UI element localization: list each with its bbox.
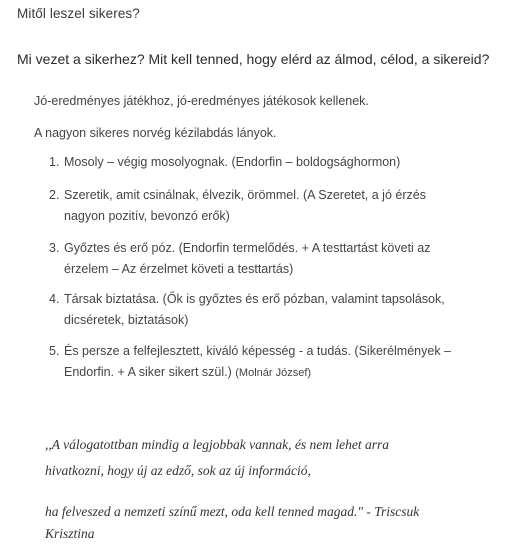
list-item-text: dicséretek, biztatások) xyxy=(64,313,189,327)
list-item-number: 4. xyxy=(49,292,60,306)
intro-paragraph-2: A nagyon sikeres norvég kézilabdás lányok. xyxy=(34,126,277,140)
quote-line: ha felveszed a nemzeti színű mezt, oda kell tenned magad." - Triscsuk xyxy=(45,504,420,519)
signature: (Molnár József) xyxy=(235,367,312,379)
list-item-text: Endorfin. + A siker sikert szül.) xyxy=(64,365,232,379)
list-item-number: 3. xyxy=(49,241,60,255)
quote-line: ,,A válogatottban mindig a legjobbak vannak, és nem lehet arra xyxy=(45,437,389,452)
quote-line: hivatkozni, hogy új az edző, sok az új információ, xyxy=(45,463,311,478)
list-item-text: nagyon pozitív, bevonzó erők) xyxy=(64,209,230,223)
list-item-text: Mosoly – végig mosolyognak. (Endorfin – boldogsághormon) xyxy=(64,155,401,169)
page-title: Mitől leszel sikeres? xyxy=(17,6,140,21)
list-item-text: És persze a felfejlesztett, kiváló képesség - a tudás. (Sikerélmények – xyxy=(64,344,451,358)
quote-author: Krisztina xyxy=(45,526,95,541)
list-item-number: 2. xyxy=(49,188,60,202)
list-item-text: Társak biztatása. (Ők is győztes és erő pózban, valamint tapsolások, xyxy=(64,292,445,306)
list-item-text: Szeretik, amit csinálnak, élvezik, örömmel. (A Szeretet, a jó érzés xyxy=(64,188,426,202)
list-item-number: 1. xyxy=(49,155,60,169)
list-item-text: Győztes és erő póz. (Endorfin termelődés. + A testtartást követi az xyxy=(64,241,431,255)
list-item-number: 5. xyxy=(49,344,60,358)
intro-paragraph-1: Jó-eredményes játékhoz, jó-eredményes játékosok kellenek. xyxy=(34,94,369,108)
intro-question: Mi vezet a sikerhez? Mit kell tenned, hogy elérd az álmod, célod, a sikereid? xyxy=(17,51,490,67)
list-item-text: érzelem – Az érzelmet követi a testtartás) xyxy=(64,262,294,276)
